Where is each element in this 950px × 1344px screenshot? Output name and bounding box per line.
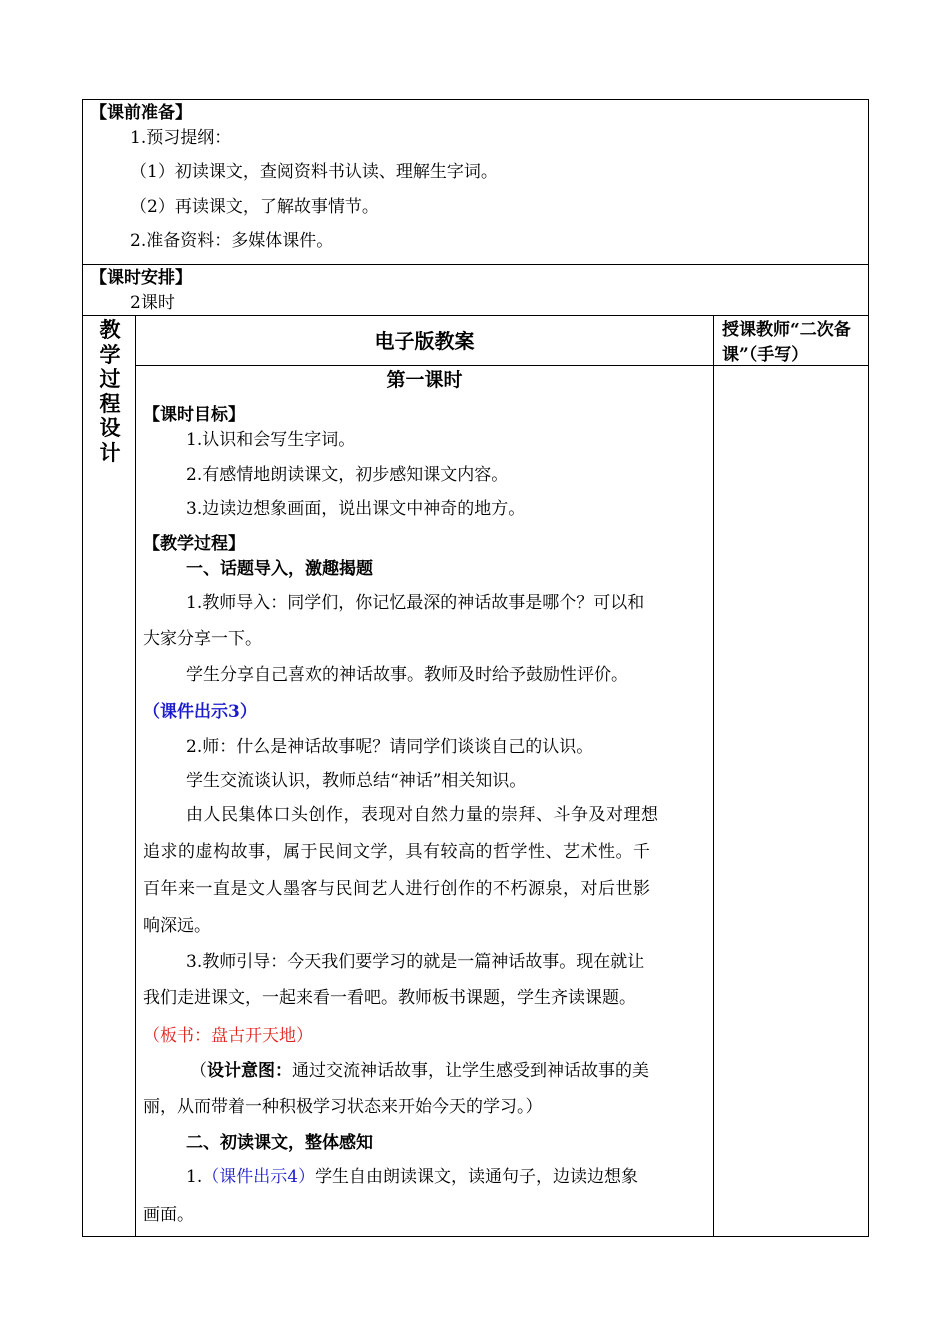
prep-line-3: （2）再读课文，了解故事情节。 [130,197,379,217]
prep-line-2: （1）初读课文，查阅资料书认读、理解生字词。 [130,162,498,182]
process-label-char: 学 [99,341,121,367]
section-1-para-4: 学生交流谈认识，教师总结“神话”相关知识。 [186,771,527,791]
table-border-top [82,99,869,100]
goals-heading: 【课时目标】 [143,405,245,425]
teacher-notes-header: 授课教师“二次备课”（手写） [722,320,851,365]
vertical-divider-teacher [713,315,714,1237]
courseware-4-note: （课件出示4） [202,1167,316,1187]
design-intent-line-2: 丽，从而带着一种积极学习状态来开始今天的学习。） [143,1097,543,1117]
section-2-para-1b: 画面。 [143,1205,194,1225]
prep-line-1: 1.预习提纲： [130,128,232,148]
table-border-right [868,99,869,1237]
section-1-para-5a: 3.教师引导：今天我们要学习的就是一篇神话故事。现在就让 [186,952,645,972]
section-1-para-1b: 大家分享一下。 [143,629,262,649]
section-2-title: 二、初读课文，整体感知 [186,1133,373,1153]
schedule-heading: 【课时安排】 [90,268,192,288]
myth-definition-b: 追求的虚构故事，属于民间文学，具有较高的哲学性、艺术性。千 [143,842,651,862]
electronic-plan-header: 电子版教案 [374,329,475,353]
process-design-label [92,318,128,465]
goal-3: 3.边读边想象画面，说出课文中神奇的地方。 [186,499,526,519]
section-1-para-1a: 1.教师导入：同学们，你记忆最深的神话故事是哪个？可以和 [186,593,645,613]
section-1-para-5b: 我们走进课文，一起来看一看吧。教师板书课题，学生齐读课题。 [143,988,636,1008]
process-label-char: 设 [99,415,121,440]
vertical-divider-label [135,315,136,1237]
section-2-text-a: 学生自由朗读课文，读通句子，边读边想象 [315,1167,639,1187]
myth-definition-c: 百年来一直是文人墨客与民间艺人进行创作的不朽源泉，对后世影 [143,879,651,899]
process-label-char: 教 [99,317,121,342]
section-1-para-3: 2.师：什么是神话故事呢？请同学们谈谈自己的认识。 [186,737,594,757]
section-2-number: 1. [186,1167,203,1187]
board-note: （板书：盘古开天地） [143,1026,313,1046]
prep-line-4: 2.准备资料：多媒体课件。 [130,231,334,251]
courseware-3-note: （课件出示3） [143,702,257,722]
divider-prep-schedule [82,264,869,265]
process-label-char: 计 [99,439,121,465]
myth-definition-d: 响深远。 [143,916,211,936]
section-1-para-2: 学生分享自己喜欢的神话故事。教师及时给予鼓励性评价。 [186,665,628,685]
lesson-title: 第一课时 [386,369,463,391]
section-1-title: 一、话题导入，激趣揭题 [186,559,373,579]
design-intent-label: 设计意图： [207,1061,292,1081]
myth-definition-a: 由人民集体口头创作，表现对自然力量的崇拜、斗争及对理想 [186,805,659,825]
process-label-char: 过 [99,366,121,391]
goal-1: 1.认识和会写生字词。 [186,430,356,450]
section-2-para-1a [186,1167,638,1187]
divider-schedule-process [82,315,869,316]
process-label-char: 程 [99,390,121,416]
table-border-left [82,99,83,1237]
goal-2: 2.有感情地朗读课文，初步感知课文内容。 [186,465,509,485]
table-border-bottom [82,1236,869,1237]
process-heading: 【教学过程】 [143,534,245,554]
prep-heading: 【课前准备】 [90,103,192,123]
design-intent-open: （ [190,1061,207,1081]
design-intent-text-a: 通过交流神话故事，让学生感受到神话故事的美 [292,1061,649,1081]
design-intent-line-1 [190,1061,649,1081]
schedule-value: 2课时 [130,293,175,313]
